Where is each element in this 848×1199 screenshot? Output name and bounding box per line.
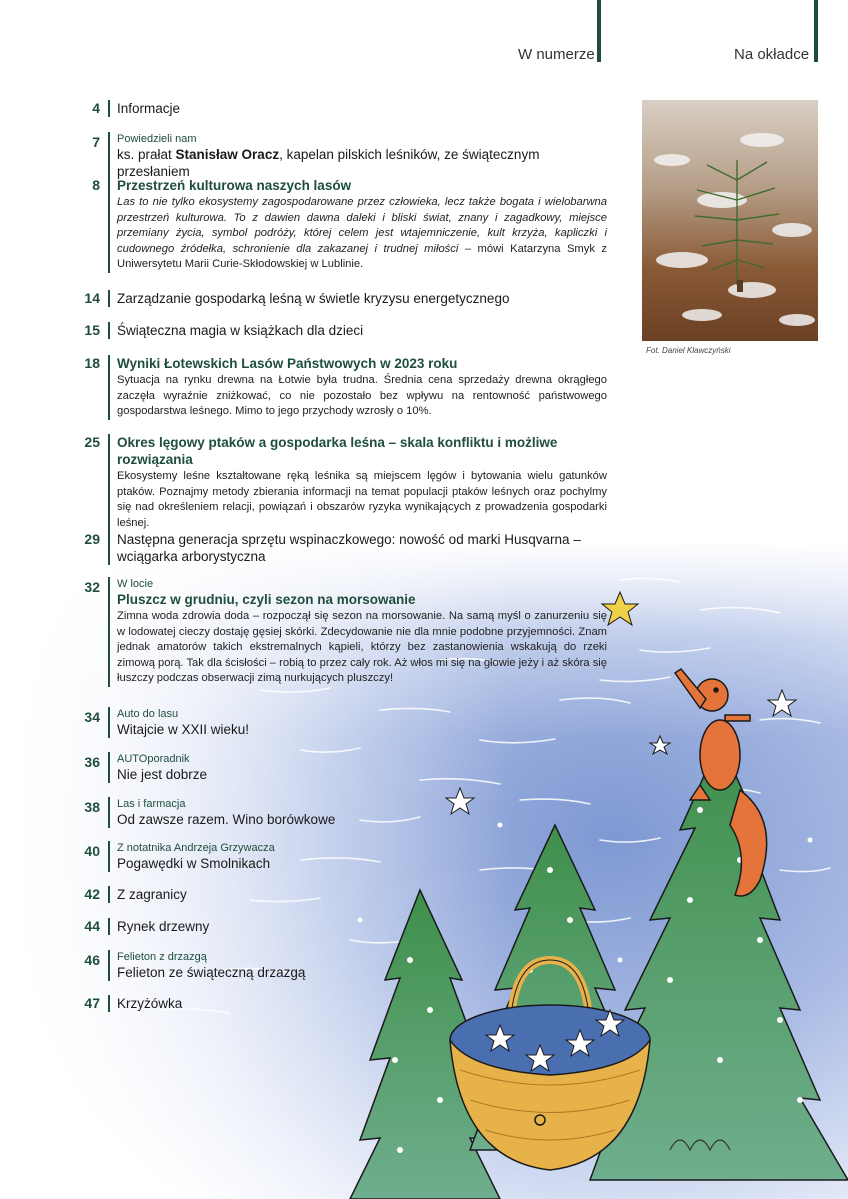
page-number: 7 — [92, 134, 100, 150]
page-number: 42 — [84, 886, 100, 902]
section-label-cover: Na okładce — [734, 46, 810, 63]
page-number: 38 — [84, 799, 100, 815]
entry-title: Pluszcz w grudniu, czyli sezon na morsowanie — [117, 592, 416, 607]
page-number: 36 — [84, 754, 100, 770]
entry-title: Informacje — [117, 101, 181, 116]
entry-title: Następna generacja sprzętu wspinaczkowego: nowość od marki Husqvarna – wciągarka arborystyczna — [117, 532, 581, 564]
page-number: 4 — [92, 100, 100, 116]
entry-title: Z zagranicy — [117, 887, 187, 902]
page-number: 44 — [84, 918, 100, 934]
page-number: 47 — [84, 995, 100, 1011]
page-number: 25 — [84, 434, 100, 450]
entry-kicker: Z notatnika Andrzeja Grzywacza — [117, 842, 275, 854]
entry-title: Rynek drzewny — [117, 919, 210, 934]
entry-title: Wyniki Łotewskich Lasów Państwowych w 2023 roku — [117, 356, 458, 371]
entry-title: Krzyżówka — [117, 996, 183, 1011]
entry-title: Świąteczna magia w książkach dla dzieci — [117, 323, 364, 338]
entry-title: ks. prałat Stanisław Oracz, kapelan pilskich leśników, ze świątecznym przesłaniem — [117, 147, 540, 179]
entry-kicker: Powiedzieli nam — [117, 133, 197, 145]
page-number: 8 — [92, 177, 100, 193]
header-bar-left — [597, 0, 601, 62]
section-label-in-issue: W numerze — [518, 46, 595, 63]
entry-title: Felieton ze świąteczną drzazgą — [117, 965, 306, 980]
page-number: 46 — [84, 952, 100, 968]
photo-credit: Fot. Daniel Klawczyński — [646, 346, 731, 355]
entry-title: Zarządzanie gospodarką leśną w świetle kryzysu energetycznego — [117, 291, 510, 306]
entry-title: Pogawędki w Smolnikach — [117, 856, 271, 871]
header-bar-right — [814, 0, 818, 62]
entry-kicker: Felieton z drzazgą — [117, 951, 207, 963]
entry-title: Okres lęgowy ptaków a gospodarka leśna – skala konfliktu i możliwe rozwiązania — [117, 435, 558, 467]
entry-title: Witajcie w XXII wieku! — [117, 722, 250, 737]
entry-description: Las to nie tylko ekosystemy zagospodarowane przez człowieka, lecz także bogata i wielobarwna przestrzeń kulturowa. To z dawien dawna daleki i bliski świat, znany i zagadkowy, miejsce przemiany życia, symbol podróży, której celem jest wtajemniczenie, kult krzyża, kapliczki i cudownego źródełka, schronienie dla zakazanej i trudnej miłości – mówi Katarzyna Smyk z Uniwersytetu Marii Curie-Skłodowskiej w Lublinie. — [117, 196, 607, 270]
page-number: 32 — [84, 579, 100, 595]
page-number: 14 — [84, 290, 100, 306]
entry-title: Nie jest dobrze — [117, 767, 208, 782]
page-number: 29 — [84, 531, 100, 547]
entry-description: Ekosystemy leśne kształtowane ręką leśnika są miejscem lęgów i bytowania wielu gatunków ptaków. Poznajmy metody zbierania informacji na temat populacji ptaków leśnych oraz pochylmy się nad określeniem relacji, powiązań i obszarów ryzyka wynikających z prowadzenia gospodarki leśnej. — [117, 470, 607, 529]
entry-kicker: Las i farmacja — [117, 798, 186, 810]
entry-description: Zimna woda zdrowia doda – rozpoczął się sezon na morsowanie. Na samą myśl o zanurzeniu się w lodowatej cieczy dostaję gęsiej skórki. Zdecydowanie nie dla mnie podobne przyjemności. Znam jednak amatorów takich ekstremalnych kąpieli, którzy bez zastanowienia wskakują do rzeki zimową porą. Tak dla ścisłości – robią to przez cały rok. Aż włos mi się na głowie jeży i aż skóra się łuszczy podczas obserwacji zimą nurkujących pluszczy! — [117, 610, 607, 684]
entry-title: Przestrzeń kulturowa naszych lasów — [117, 178, 352, 193]
page-number: 34 — [84, 709, 100, 725]
page-number: 40 — [84, 843, 100, 859]
entry-kicker: W locie — [117, 578, 154, 590]
entry-description: Sytuacja na rynku drewna na Łotwie była trudna. Średnia cena sprzedaży drewna okrągłego zaczęła wyraźnie zniżkować, co nie pozostało bez wpływu na rentowność państwowego gospodarstwa leśnego. Mimo to jego przychody wzrosły o 10%. — [117, 374, 607, 417]
page-number: 18 — [84, 355, 100, 371]
entry-title: Od zawsze razem. Wino borówkowe — [117, 812, 336, 827]
pine-seedling-photo — [642, 100, 818, 341]
page-number: 15 — [84, 322, 100, 338]
entry-kicker: AUTOporadnik — [117, 753, 190, 765]
entry-kicker: Auto do lasu — [117, 708, 179, 720]
